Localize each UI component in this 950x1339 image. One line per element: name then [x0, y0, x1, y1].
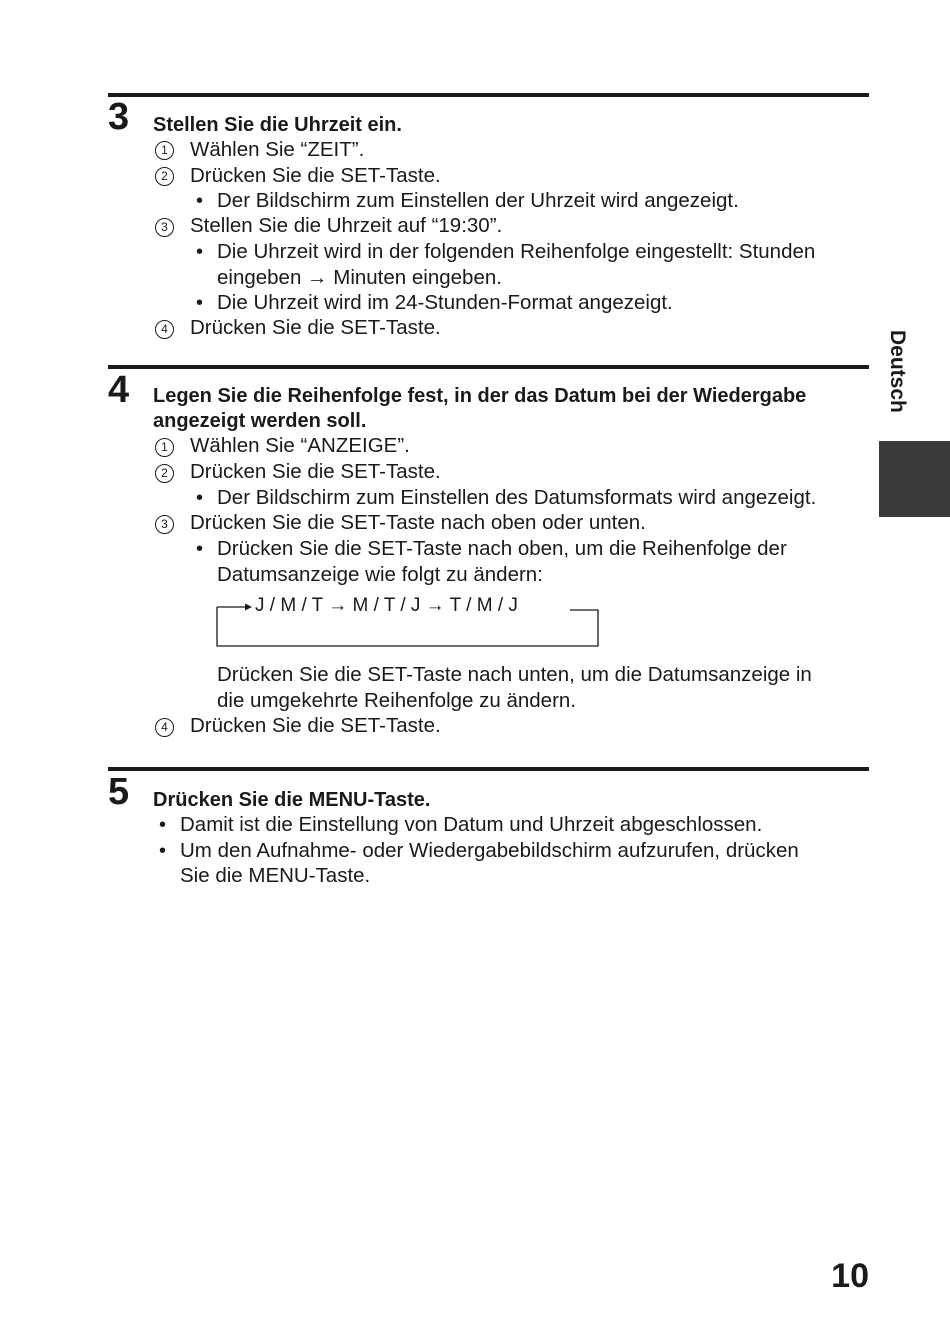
date-order-sequence: J / M / T → M / T / J → T / M / J	[255, 595, 518, 616]
step-4-item-3: Drücken Sie die SET-Taste nach oben oder unten.	[190, 511, 646, 534]
cycle-arrow-head	[245, 604, 252, 611]
step-4-marker-1: 1	[155, 438, 174, 457]
step-4-reverse-line-2: die umgekehrte Reihenfolge zu ändern.	[217, 689, 576, 712]
step-3-marker-3: 3	[155, 218, 174, 237]
step-4-bullet-2: •	[196, 538, 204, 560]
step-3-item-3: Stellen Sie die Uhrzeit auf “19:30”.	[190, 214, 503, 237]
step-4-marker-4: 4	[155, 718, 174, 737]
step-5-bullet-2: •	[159, 840, 167, 862]
step-3-title: Stellen Sie die Uhrzeit ein.	[153, 114, 402, 136]
step-3-bullet-3: •	[196, 292, 204, 314]
step-4-title-line-1: Legen Sie die Reihenfolge fest, in der das Datum bei der Wiedergabe	[153, 385, 807, 407]
step-5-title: Drücken Sie die MENU-Taste.	[153, 789, 431, 811]
step-4-marker-2: 2	[155, 464, 174, 483]
step-4-item-1: Wählen Sie “ANZEIGE”.	[190, 434, 410, 457]
step-3-note-2-line-2: eingeben → Minuten eingeben.	[217, 266, 502, 289]
step-3-note-3: Die Uhrzeit wird im 24-Stunden-Format angezeigt.	[217, 291, 673, 314]
step-5-bullet-1: •	[159, 814, 167, 836]
step-3-item-4: Drücken Sie die SET-Taste.	[190, 316, 441, 339]
step-5-note-2-line-1: Um den Aufnahme- oder Wiedergabebildschirm aufzurufen, drücken	[180, 839, 799, 862]
step-3-bullet-1: •	[196, 190, 204, 212]
step-4-marker-3: 3	[155, 515, 174, 534]
step-3-note-2-line-1: Die Uhrzeit wird in der folgenden Reihenfolge eingestellt: Stunden	[217, 240, 816, 263]
step-4-note-2-line-2: Datumsanzeige wie folgt zu ändern:	[217, 563, 543, 586]
step-3-item-2: Drücken Sie die SET-Taste.	[190, 164, 441, 187]
step-4-note-1: Der Bildschirm zum Einstellen des Datumsformats wird angezeigt.	[217, 486, 817, 509]
step-4-title-line-2: angezeigt werden soll.	[153, 410, 367, 432]
step-3-marker-4: 4	[155, 320, 174, 339]
step-3-bullet-2: •	[196, 241, 204, 263]
step-4-item-4: Drücken Sie die SET-Taste.	[190, 714, 441, 737]
step-5-number: 5	[108, 771, 130, 813]
step-5-note-1: Damit ist die Einstellung von Datum und Uhrzeit abgeschlossen.	[180, 813, 763, 836]
step-3-note-1: Der Bildschirm zum Einstellen der Uhrzeit wird angezeigt.	[217, 189, 739, 212]
step-3-marker-2: 2	[155, 167, 174, 186]
language-tab-text: Deutsch	[886, 330, 909, 413]
step-4-number: 4	[108, 369, 130, 411]
step-3-item-1: Wählen Sie “ZEIT”.	[190, 138, 365, 161]
step-3-marker-1: 1	[155, 141, 174, 160]
step-5-rule	[108, 767, 869, 771]
step-4-reverse-line-1: Drücken Sie die SET-Taste nach unten, um die Datumsanzeige in	[217, 663, 812, 686]
step-5-note-2-line-2: Sie die MENU-Taste.	[180, 864, 371, 887]
step-3-number: 3	[108, 96, 130, 138]
page-number: 10	[831, 1257, 869, 1295]
step-4-item-2: Drücken Sie die SET-Taste.	[190, 460, 441, 483]
step-4-bullet-1: •	[196, 487, 204, 509]
step-4-note-2-line-1: Drücken Sie die SET-Taste nach oben, um die Reihenfolge der	[217, 537, 787, 560]
